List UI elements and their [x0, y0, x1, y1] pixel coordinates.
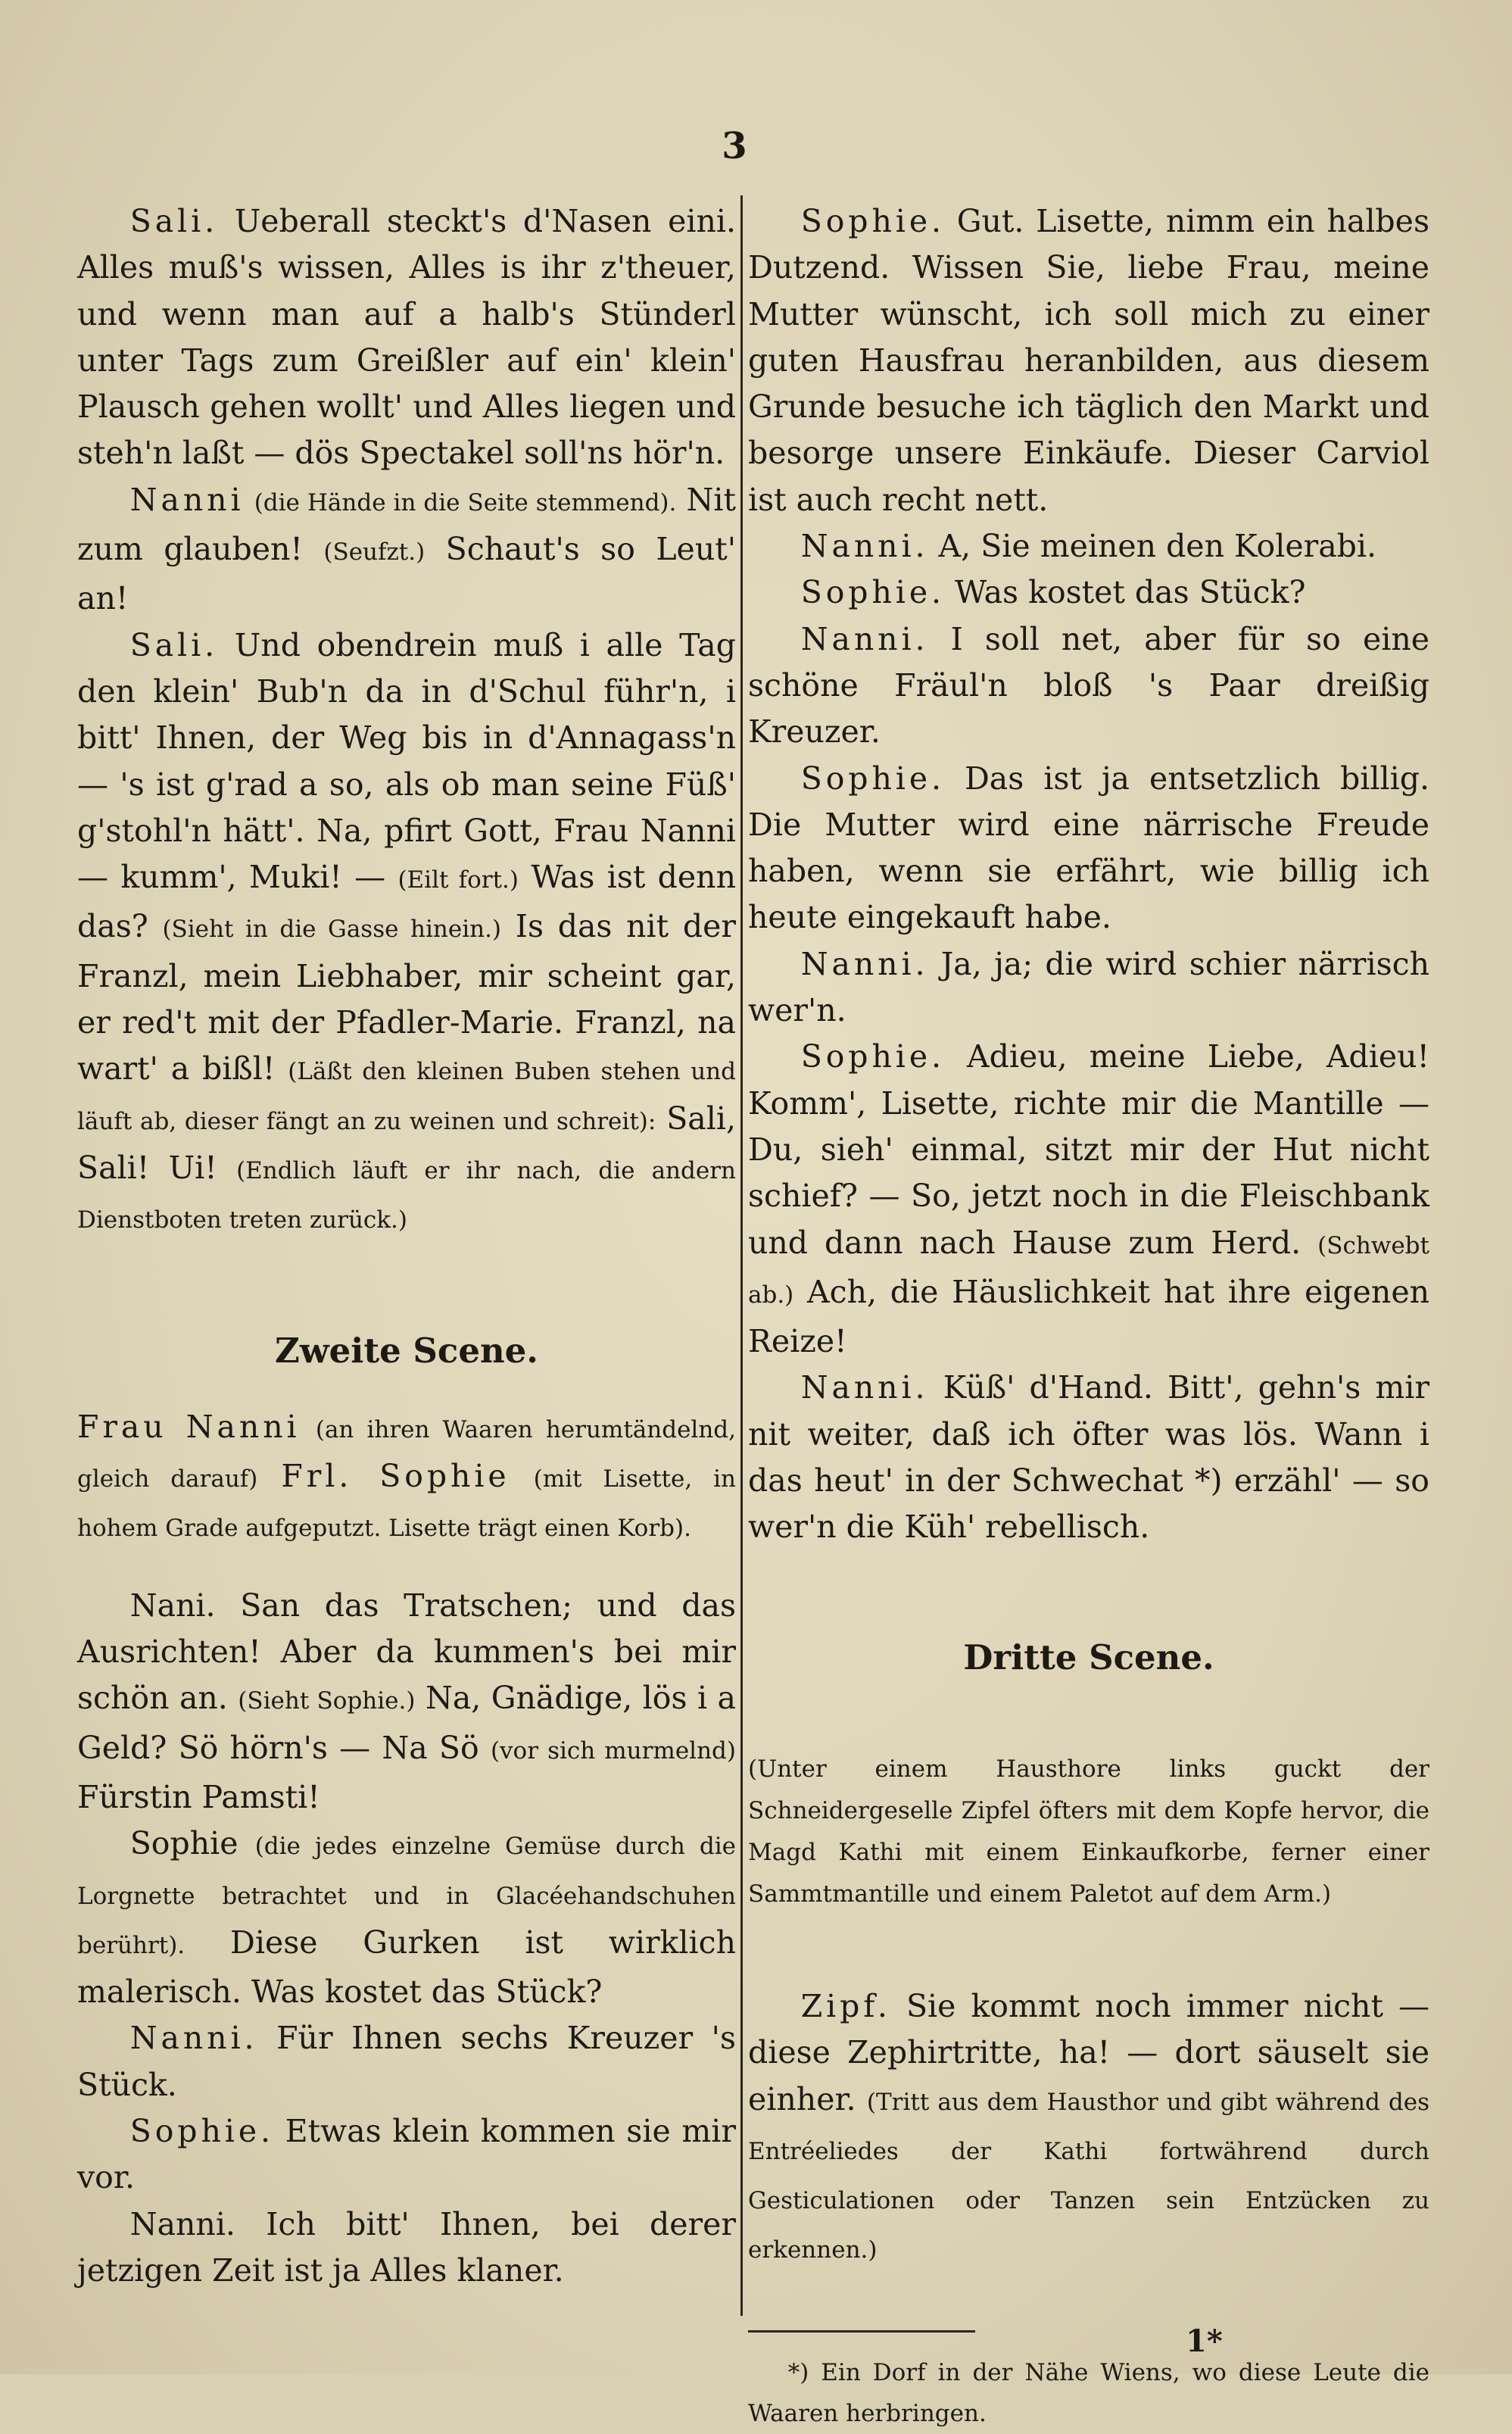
dialogue-text: Adieu, meine Liebe, Adieu! Komm', Lisette, richte mir die Mantille — Du, sieh' einmal, sitzt mir der Hut nicht schief? — So, jetzt noch in die Fleischbank und dann nach Hause zum Herd. — [748, 1038, 1429, 1261]
signature-mark: 1* — [1186, 2323, 1223, 2359]
speaker-name: Nanni. — [129, 2020, 258, 2057]
scene-title: Zweite Scene. — [275, 1330, 538, 1371]
dialogue-text: Was kostet das Stück? — [955, 574, 1306, 611]
footnote-rule — [748, 2330, 975, 2333]
stage-direction: (die Hände in die Seite stemmend). — [254, 488, 677, 516]
dialogue-paragraph — [748, 1983, 1429, 2274]
speaker-name: Nanni. — [800, 620, 929, 657]
dialogue-paragraph — [748, 756, 1429, 941]
dialogue-text: I soll net, aber für so eine schöne Fräul'n bloß 's Paar dreißig Kreuzer. — [748, 620, 1429, 750]
dialogue-text: Fürstin Pamsti! — [77, 1778, 320, 1815]
dialogue-text: Schaut's so Leut' an! — [77, 531, 736, 617]
speaker-name: Sophie. — [800, 1038, 945, 1075]
right-column — [740, 198, 1429, 2434]
dialogue-paragraph — [748, 198, 1429, 523]
dialogue-text: Und obendrein muß i alle Tag den klein' Bub'n da in d'Schul führ'n, i bitt' Ihnen, der Weg bis in d'Annagass'n — 's ist g'rad a so, als ob man seine Füß' g'stohl'n hätt'. Na, pfirt Gott, Frau Nanni — kumm', Muki! — — [77, 626, 736, 896]
dialogue-text: Ich bitt' Ihnen, bei derer jetzigen Zeit ist ja Alles klaner. — [77, 2205, 736, 2289]
footnote: *) Ein Dorf in der Nähe Wiens, wo diese Leute die Waaren herbringen. — [748, 2358, 1429, 2427]
speaker-name: Nanni. — [800, 1369, 929, 1406]
dialogue-paragraph — [748, 1365, 1429, 1550]
speaker-name: Sali. — [129, 203, 219, 239]
speaker-name: Sali. — [129, 626, 219, 663]
speaker-name: Sophie — [129, 1825, 238, 1862]
speaker-name: Frl. Sophie — [281, 1458, 510, 1495]
dialogue-paragraph — [77, 2015, 736, 2108]
stage-direction: (Endlich läuft er ihr nach, die andern Dienstboten treten zurück.) — [77, 1156, 736, 1234]
dialogue-text: Is das nit der Franzl, mein Liebhaber, mir scheint gar, er red't mit der Pfadler-Marie. Franzl, na wart' a bißl! — [77, 908, 736, 1087]
dialogue-text: Na, Gnädige, lös i a Geld? Sö hörn's — Na Sö — [77, 1680, 736, 1766]
dialogue-text: Ja, ja; die wird schier närrisch wer'n. — [748, 945, 1429, 1029]
dialogue-paragraph — [77, 623, 736, 1244]
stage-direction: (Unter einem Hausthore links guckt der Schneidergeselle Zipfel öfters mit dem Kopfe hervor, die Magd Kathi mit einem Einkaufkorbe, ferner einer Sammtmantille und einem Paletot auf dem Arm.) — [748, 1755, 1429, 1908]
dialogue-paragraph — [748, 569, 1429, 616]
dialogue-text: Ach, die Häuslichkeit hat ihre eigenen Reize! — [748, 1273, 1429, 1360]
page-number: 3 — [722, 125, 747, 167]
speaker-name: Sophie. — [800, 760, 945, 797]
speaker-name: Sophie. — [800, 574, 945, 611]
dialogue-paragraph — [748, 941, 1429, 1034]
stage-direction: (Eilt fort.) — [397, 866, 519, 894]
stage-direction: (an ihren Waaren herumtändelnd, gleich darauf) — [77, 1415, 737, 1493]
stage-direction: (Schwebt ab.) — [748, 1231, 1429, 1309]
dialogue-text: Nit zum glauben! — [77, 481, 736, 568]
stage-direction: (Seufzt.) — [323, 538, 426, 566]
speaker-name: Nani. — [129, 1587, 216, 1624]
speaker-name: Frau Nanni — [77, 1408, 301, 1445]
dialogue-text: Ueberall steckt's d'Nasen eini. Alles muß's wissen, Alles is ihr z'theuer, und wenn man auf a halb's Stünderl unter Tags zum Greißler auf ein' klein' Plausch gehen wollt' und Alles liegen und steh'n laßt — dös Spectakel soll'ns hör'n. — [77, 203, 736, 472]
speaker-name: Nanni. — [129, 2205, 235, 2242]
speaker-name: Nanni. — [800, 945, 929, 982]
dialogue-text: Küß' d'Hand. Bitt', gehn's mir nit weiter, daß ich öfter was lös. Wann i das heut' in der Schwechat *) erzähl' — so wer'n die Küh' rebellisch. — [748, 1369, 1429, 1546]
dialogue-paragraph — [77, 477, 736, 623]
dialogue-paragraph — [77, 198, 736, 477]
stage-direction: (Läßt den kleinen Buben stehen und läuft ab, dieser fängt an zu weinen und schreit): — [77, 1058, 736, 1135]
dialogue-paragraph — [77, 1583, 736, 1821]
stage-direction: (die jedes einzelne Gemüse durch die Lorgnette betrachtet und in Glacéehandschuhen berührt). — [77, 1833, 736, 1959]
stage-direction: (Tritt aus dem Hausthor und gibt während des Entréeliedes der Kathi fortwährend durch Gesticulationen oder Tanzen sein Entzücken zu erkennen.) — [748, 2088, 1429, 2264]
dialogue-text: Sie kommt noch immer nicht — diese Zephirtritte, ha! — dort säuselt sie einher. — [748, 1987, 1429, 2117]
dialogue-text: Gut. Lisette, nimm ein halbes Dutzend. Wissen Sie, liebe Frau, meine Mutter wünscht, ich soll mich zu einer guten Hausfrau heranbilden, aus diesem Grunde besuche ich täglich den Markt und besorge unsere Einkäufe. Dieser Carviol ist auch recht nett. — [748, 203, 1429, 518]
dialogue-paragraph — [77, 2108, 736, 2202]
speaker-name: Sophie. — [800, 203, 945, 239]
dialogue-text: Für Ihnen sechs Kreuzer 's Stück. — [77, 2020, 736, 2103]
stage-direction: (mit Lisette, in hohem Grade aufgeputzt. Lisette trägt einen Korb). — [77, 1465, 736, 1543]
dialogue-text: Was ist denn das? — [77, 859, 736, 945]
left-column — [77, 198, 736, 2294]
dialogue-text: Das ist ja entsetzlich billig. Die Mutter wird eine närrische Freude haben, wenn sie erfährt, wie billig ich heute eingekauft habe. — [748, 760, 1429, 936]
dialogue-text: Sali, Sali! Ui! — [77, 1100, 736, 1186]
dialogue-text: San das Tratschen; und das Ausrichten! Aber da kummen's bei mir schön an. — [77, 1587, 736, 1717]
dialogue-text: Etwas klein kommen sie mir vor. — [77, 2112, 736, 2196]
speaker-name: Nanni — [129, 481, 245, 518]
scene-cast — [77, 1404, 736, 1552]
scene-title: Dritte Scene. — [963, 1637, 1214, 1677]
dialogue-paragraph — [77, 1821, 736, 2015]
speaker-name: Nanni. — [800, 528, 929, 565]
stage-direction: (Sieht Sophie.) — [238, 1687, 416, 1715]
stage-direction: (vor sich murmelnd) — [490, 1737, 736, 1765]
dialogue-paragraph — [748, 523, 1429, 569]
dialogue-text: Diese Gurken ist wirklich malerisch. Was kostet das Stück? — [77, 1924, 736, 2011]
dialogue-text: A, Sie meinen den Kolerabi. — [938, 528, 1377, 565]
dialogue-paragraph — [748, 616, 1429, 756]
speaker-name: Zipf. — [800, 1987, 891, 2024]
stage-direction: (Sieht in die Gasse hinein.) — [162, 916, 502, 944]
dialogue-paragraph — [77, 2202, 736, 2295]
dialogue-paragraph — [748, 1034, 1429, 1365]
speaker-name: Sophie. — [129, 2112, 274, 2149]
